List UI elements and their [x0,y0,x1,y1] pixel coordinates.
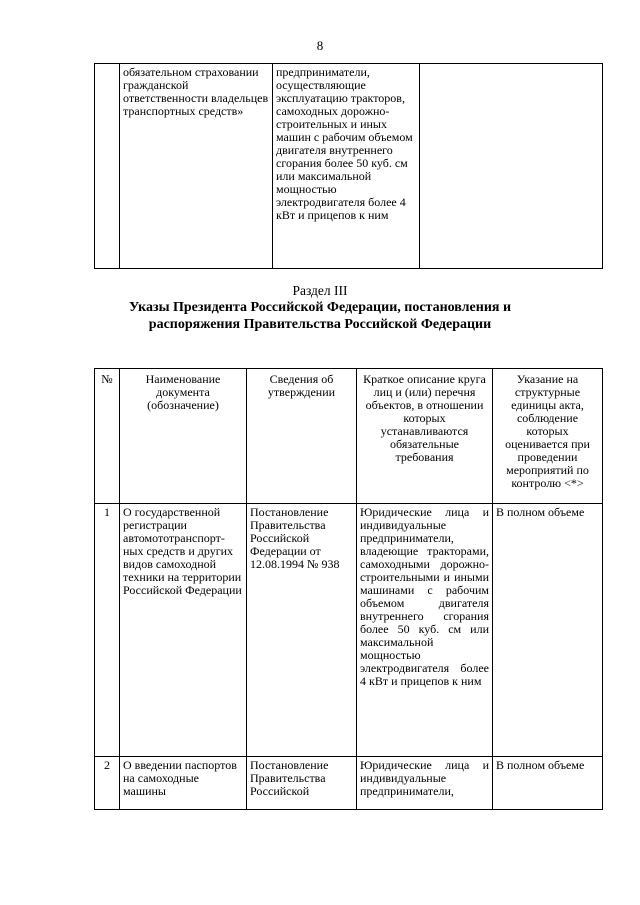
requirements-table [94,368,603,810]
table-row [95,64,603,269]
header-scope: Указание на структурные единицы акта, соблюдение которых оценивается при проведении мероприятий по контролю <*> [493,369,603,504]
row-document-name: О введении паспортов на самоходные машины [120,757,247,810]
table-row [95,757,603,810]
continued-table [94,63,603,269]
section-heading [0,282,640,333]
row-number: 2 [95,757,120,810]
table-row [95,504,603,757]
section-title: Указы Президента Российской Федерации, постановления и распоряжения Правительства Российской Федерации [128,300,512,332]
header-number: № [95,369,120,504]
row-approval: Постановление Правительства Российской Федерации от 12.08.1994 № 938 [247,504,357,757]
row-scope: В полном объеме [493,504,603,757]
row-scope: В полном объеме [493,757,603,810]
table-header-row [95,369,603,504]
table-cell-scope [420,64,603,269]
row-description: Юридические лица и индивидуальные предприниматели, владеющие тракторами, самоходными дорожно-строительными и иными машинами с рабочим объемом двигателя внутреннего сгорания более 50 куб. см или максимальной мощностью электродвигателя более 4 кВт и прицепов к ним [357,504,493,757]
table-cell-number [95,64,120,269]
section-number: Раздел III [292,283,348,298]
header-approval: Сведения об утверждении [247,369,357,504]
page-number: 8 [316,38,324,53]
row-document-name: О государственной регистрации автомототранспорт-ных средств и других видов самоходной техники на территории Российской Федерации [120,504,247,757]
table-cell-document-name: обязательном страховании гражданской ответственности владельцев транспортных средств» [120,64,273,269]
row-number: 1 [95,504,120,757]
header-document-name: Наименование документа (обозначение) [120,369,247,504]
header-description: Краткое описание круга лиц и (или) перечня объектов, в отношении которых устанавливаются обязательные требования [357,369,493,504]
row-approval: Постановление Правительства Российской [247,757,357,810]
row-description: Юридические лица и индивидуальные предприниматели, [357,757,493,810]
table-cell-description: предприниматели, осуществляющие эксплуатацию тракторов, самоходных дорожно-строительных и иных машин с рабочим объемом двигателя внутреннего сгорания более 50 куб. см или максимальной мощностью электродвигателя более 4 кВт и прицепов к ним [273,64,420,269]
